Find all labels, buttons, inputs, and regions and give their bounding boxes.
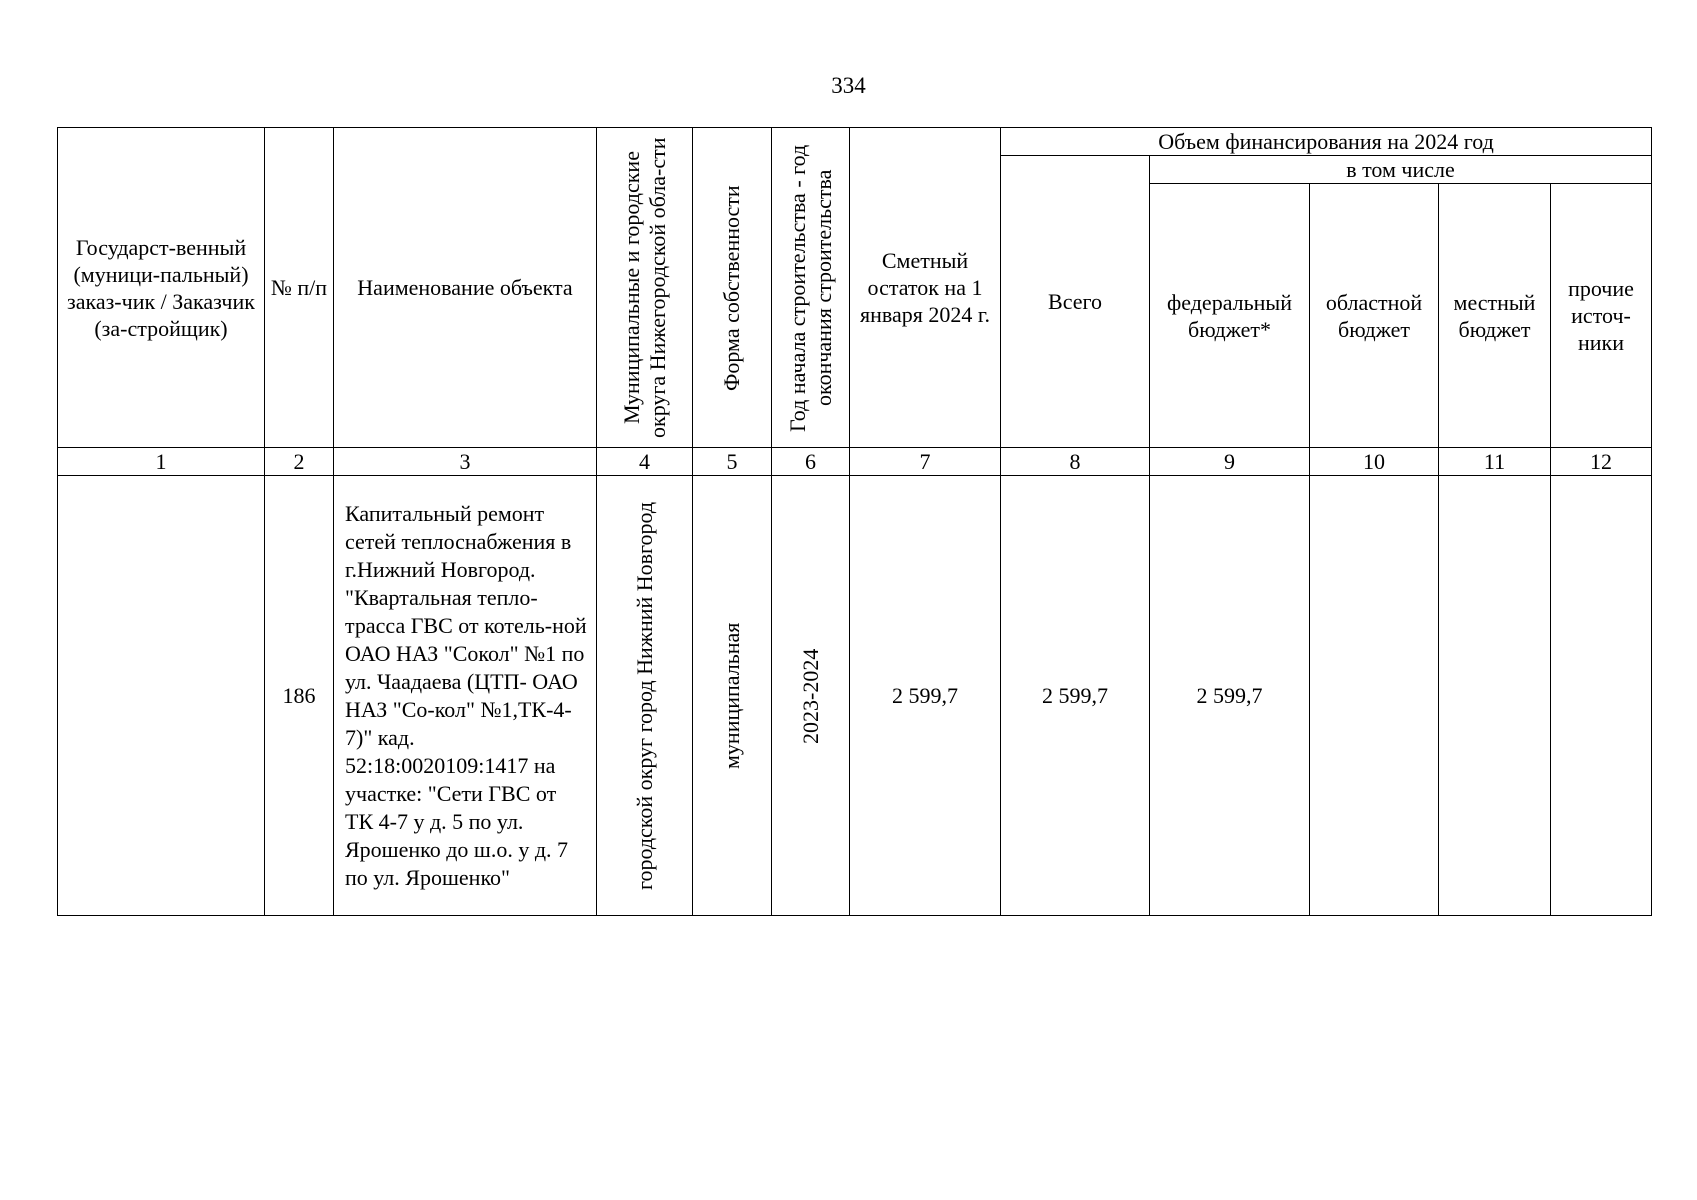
cell-total: 2 599,7 [1001, 476, 1150, 916]
page-number: 334 [831, 73, 866, 98]
column-number: 10 [1310, 448, 1439, 476]
column-number: 6 [772, 448, 850, 476]
header-including-group: в том числе [1150, 156, 1652, 184]
header-other: прочие источ-ники [1551, 184, 1652, 448]
cell-customer [58, 476, 265, 916]
column-number: 7 [850, 448, 1001, 476]
header-total: Всего [1001, 156, 1150, 448]
cell-federal: 2 599,7 [1150, 476, 1310, 916]
table-row [58, 476, 1652, 916]
header-regional: областной бюджет [1310, 184, 1439, 448]
column-number: 11 [1439, 448, 1551, 476]
cell-number: 186 [265, 476, 334, 916]
cell-object-name: Капитальный ремонт сетей теплоснабжения в г.Нижний Новгород. "Квартальная тепло-трасса ГВС от котель-ной ОАО НАЗ "Сокол" №1 по ул. Чаадаева (ЦТП- ОАО НАЗ "Со-кол" №1,ТК-4-7)" кад. 52:18:0020109:1417 на участке: "Сети ГВС от ТК 4-7 у д. 5 по ул. Ярошенко до ш.о. у д. 7 по ул. Ярошенко" [334, 476, 597, 916]
header-customer: Государст-венный (муници-пальный) заказ-чик / Заказчик (за-стройщик) [58, 128, 265, 448]
cell-regional [1310, 476, 1439, 916]
column-number: 5 [693, 448, 772, 476]
column-number: 12 [1551, 448, 1652, 476]
header-federal: федеральный бюджет* [1150, 184, 1310, 448]
header-balance: Сметный остаток на 1 января 2024 г. [850, 128, 1001, 448]
column-number: 9 [1150, 448, 1310, 476]
column-number: 2 [265, 448, 334, 476]
column-number: 4 [597, 448, 693, 476]
financing-table [57, 127, 1652, 916]
header-years: Год начала строительства - год окончания строительства [772, 128, 850, 448]
header-local: местный бюджет [1439, 184, 1551, 448]
header-district: Муниципальные и городские округа Нижегородской обла-сти [597, 128, 693, 448]
header-ownership: Форма собственности [693, 128, 772, 448]
column-number: 8 [1001, 448, 1150, 476]
header-number: № п/п [265, 128, 334, 448]
cell-district: городской округ город Нижний Новгород [597, 476, 693, 916]
cell-ownership: муниципальная [693, 476, 772, 916]
column-number: 1 [58, 448, 265, 476]
cell-other [1551, 476, 1652, 916]
header-object-name: Наименование объекта [334, 128, 597, 448]
cell-local [1439, 476, 1551, 916]
cell-years: 2023-2024 [772, 476, 850, 916]
column-number: 3 [334, 448, 597, 476]
column-numbers-row [58, 448, 1652, 476]
cell-balance: 2 599,7 [850, 476, 1001, 916]
header-funding-group: Объем финансирования на 2024 год [1001, 128, 1652, 156]
